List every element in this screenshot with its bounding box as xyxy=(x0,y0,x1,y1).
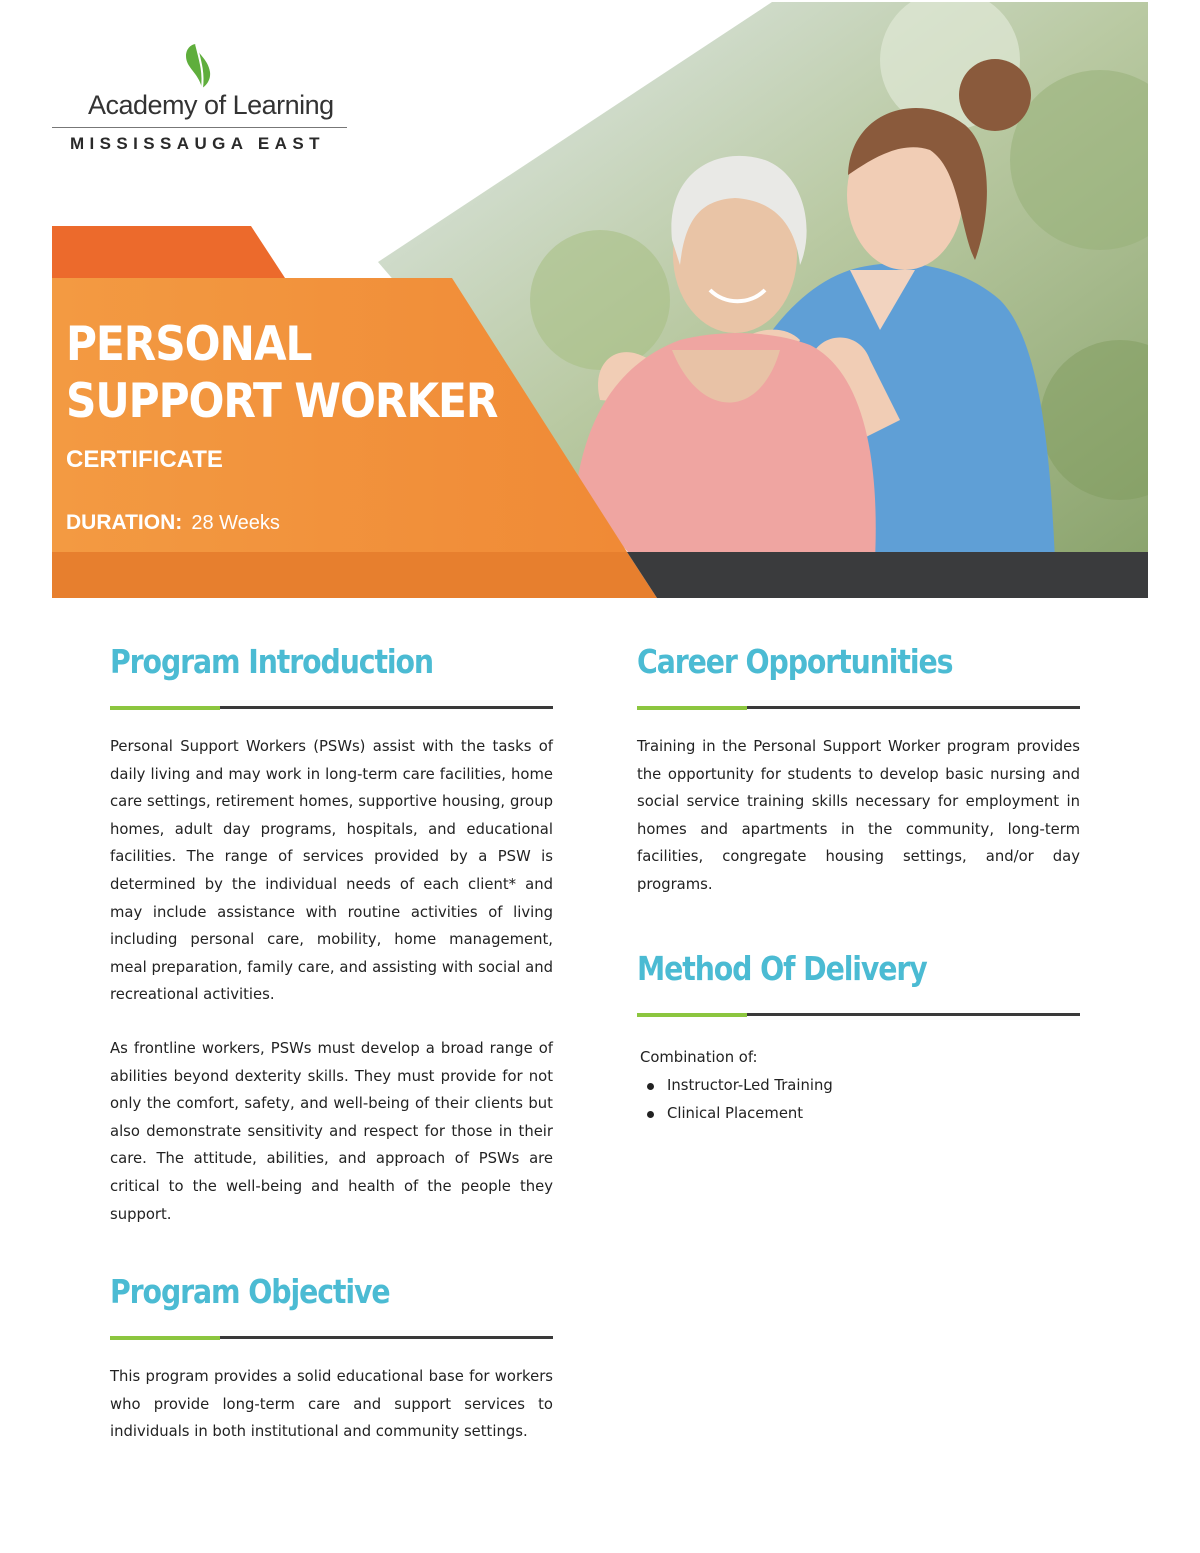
logo-name: Academy of Learning xyxy=(88,90,334,120)
section-title-career-opportunities: Career Opportunities xyxy=(637,642,953,681)
logo-subtitle: MISSISSAUGA EAST xyxy=(70,134,325,153)
section-divider xyxy=(110,706,553,709)
objective-paragraph: This program provides a solid educational base for workers who provide long-term care and support services to individuals in both institutional and community settings. xyxy=(110,1368,553,1441)
method-of-delivery-section xyxy=(637,947,1080,1128)
right-column xyxy=(637,640,1080,1128)
hero-tab-accent xyxy=(52,226,285,278)
delivery-item-label: Clinical Placement xyxy=(667,1104,804,1122)
section-title-method-of-delivery: Method Of Delivery xyxy=(637,948,927,988)
program-title xyxy=(66,316,497,430)
program-certificate-label: CERTIFICATE xyxy=(66,446,223,473)
career-paragraph: Training in the Personal Support Worker program provides the opportunity for students to develop basic nursing and social service training skills necessary for employment in homes and apartments in the community, long-term facilities, congregate housing settings, and/or day programs. xyxy=(637,738,1080,893)
program-title-line-2: SUPPORT WORKER xyxy=(66,374,498,429)
duration-value: 28 Weeks xyxy=(191,512,280,534)
list-item xyxy=(637,1100,1080,1128)
intro-paragraph-2: As frontline workers, PSWs must develop a broad range of abilities beyond dexterity skills. They must provide for not only the comfort, safety, and well-being of their clients but also demonstrate sensitivity and respect for those in their care. The attitude, abilities, and approach of PSWs are critical to the well-being and health of the people they support. xyxy=(110,1039,553,1223)
bullet-icon xyxy=(647,1083,654,1090)
program-title-line-1: PERSONAL xyxy=(66,317,312,372)
program-duration xyxy=(66,511,280,535)
program-objective-section xyxy=(110,1270,553,1446)
section-title-program-objective: Program Objective xyxy=(110,1272,390,1312)
list-item xyxy=(637,1072,1080,1100)
delivery-lead: Combination of: xyxy=(640,1048,758,1066)
hero-charcoal-strip xyxy=(627,552,1148,598)
section-divider xyxy=(637,1013,1080,1016)
academy-logo xyxy=(52,40,352,160)
leaf-icon xyxy=(180,42,224,90)
section-divider xyxy=(637,706,1080,709)
intro-paragraph-1: Personal Support Workers (PSWs) assist with the tasks of daily living and may work in long-term care facilities, home care settings, retirement homes, supportive housing, group homes, adult day programs, hospitals, and educational facilities. The range of services provided by a PSW is determined by the individual needs of each client* and may include assistance with routine activities of living including personal care, mobility, home management, meal preparation, family care, and assisting with social and recreational activities. xyxy=(110,738,553,1004)
delivery-item-label: Instructor-Led Training xyxy=(667,1076,833,1094)
logo-divider xyxy=(52,127,347,128)
section-divider xyxy=(110,1336,553,1339)
section-title-program-introduction: Program Introduction xyxy=(110,642,434,681)
delivery-list xyxy=(637,1072,1080,1128)
bullet-icon xyxy=(647,1111,654,1118)
duration-label: DURATION: xyxy=(66,511,183,534)
left-column xyxy=(110,640,553,1446)
